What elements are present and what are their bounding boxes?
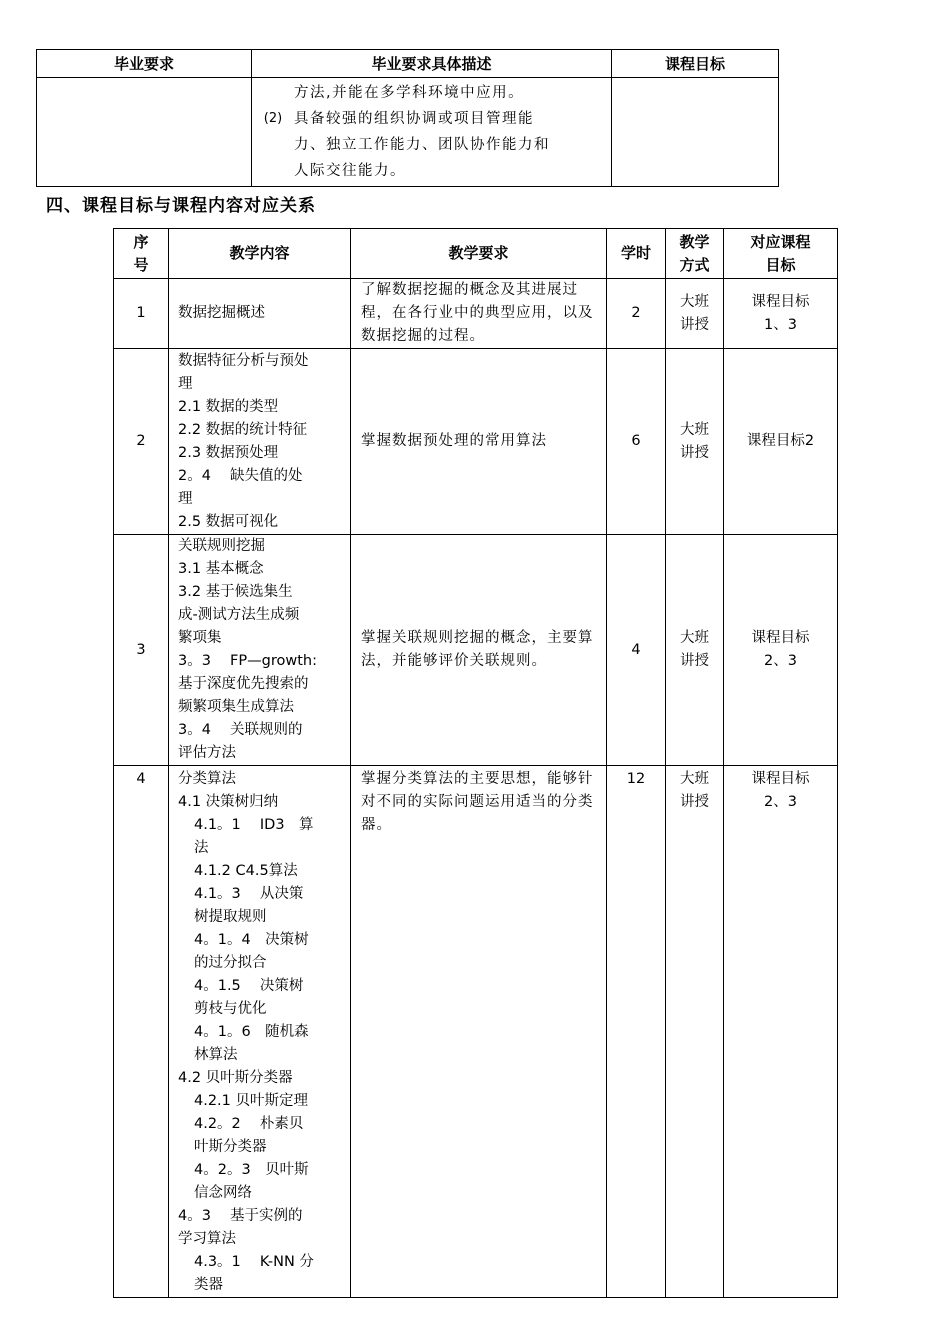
description-line (252, 106, 605, 132)
content-line: 类器 (194, 1277, 223, 1293)
item-number (252, 158, 294, 184)
hours-cell: 12 (607, 766, 666, 1298)
seq-cell: 2 (114, 349, 169, 535)
description-line (252, 132, 605, 158)
header-content: 教学内容 (169, 229, 351, 279)
content-line: 2。4 缺失值的处 (178, 467, 303, 484)
header-requirement-description: 毕业要求具体描述 (252, 50, 612, 78)
content-line: 3。4 关联规则的 (178, 722, 303, 738)
content-line: 关联规则挖掘 (178, 538, 265, 554)
goal-line: 课程目标 (751, 630, 810, 646)
method-line: 大班 (680, 630, 709, 646)
content-cell (169, 535, 351, 766)
header-goal-line: 目标 (765, 255, 796, 274)
content-line: 2.5 数据可视化 (178, 513, 279, 530)
content-line: 4。1。6 随机森 (194, 1024, 309, 1040)
item-number (252, 80, 294, 106)
content-cell (169, 279, 351, 349)
content-line: 频繁项集生成算法 (178, 699, 294, 715)
header-seq-line: 序 (133, 232, 149, 251)
item-number: (2) (263, 111, 283, 126)
header-method-line: 方式 (679, 255, 710, 274)
goal-line: 课程目标2 (746, 433, 815, 449)
content-line: 分类算法 (178, 771, 236, 787)
header-course-goal: 课程目标 (612, 50, 779, 78)
content-cell (169, 766, 351, 1298)
header-requirement: 教学要求 (351, 229, 607, 279)
content-line: 4。1。4 决策树 (194, 932, 309, 948)
content-line: 基于深度优先搜索的 (178, 676, 309, 692)
description-text: 具备较强的组织协调或项目管理能 (294, 111, 534, 127)
method-line: 大班 (680, 771, 709, 787)
content-line: 信念网络 (194, 1185, 252, 1201)
method-cell (666, 535, 724, 766)
table2-header-row (114, 229, 838, 279)
content-line: 繁项集 (178, 630, 222, 646)
header-goal (724, 229, 838, 279)
content-line: 4.1.2 C4.5算法 (194, 863, 298, 879)
content-line: 4。1.5 决策树 (194, 978, 304, 994)
hours-cell: 6 (607, 349, 666, 535)
content-line: 3.2 基于候选集生 (178, 584, 293, 600)
header-goal-line: 对应课程 (750, 232, 811, 251)
content-line: 4.1。1 ID3 算 (194, 817, 314, 833)
content-line: 4.3。1 K-NN 分 (194, 1254, 314, 1270)
content-line: 4.2.1 贝叶斯定理 (194, 1093, 309, 1109)
content-line: 叶斯分类器 (194, 1139, 267, 1155)
table-row (114, 279, 838, 349)
requirement-cell: 掌握关联规则挖掘的概念，主要算法，并能够评价关联规则。 (351, 535, 607, 766)
requirement-description-cell (252, 78, 612, 187)
content-line: 的过分拟合 (194, 955, 267, 971)
content-cell (169, 349, 351, 535)
header-graduation-requirement: 毕业要求 (37, 50, 252, 78)
content-line: 4.2 贝叶斯分类器 (178, 1070, 293, 1086)
table-row (114, 766, 838, 1298)
method-cell (666, 349, 724, 535)
item-number (252, 132, 294, 158)
description-text: 力、独立工作能力、团队协作能力和 (294, 137, 550, 153)
graduation-requirements-table (36, 49, 779, 187)
content-line: 林算法 (194, 1047, 238, 1063)
content-line: 4.2。2 朴素贝 (194, 1116, 304, 1132)
table-row (114, 535, 838, 766)
goal-line: 1、3 (764, 316, 797, 333)
course-content-table (113, 228, 838, 1298)
graduation-requirement-cell (37, 78, 252, 187)
table-row (37, 78, 779, 187)
header-seq-line: 号 (133, 255, 149, 274)
method-cell (666, 766, 724, 1298)
content-line: 法 (194, 840, 209, 856)
content-line: 理 (178, 375, 193, 392)
goal-cell (724, 766, 838, 1298)
course-goal-cell (612, 78, 779, 187)
requirement-cell: 掌握分类算法的主要思想，能够针对不同的实际问题运用适当的分类器。 (351, 766, 607, 1298)
header-hours: 学时 (607, 229, 666, 279)
content-line: 理 (178, 490, 193, 507)
table1-header-row (37, 50, 779, 78)
content-line: 成-测试方法生成频 (178, 607, 300, 623)
method-line: 讲授 (680, 444, 709, 461)
seq-cell: 3 (114, 535, 169, 766)
method-cell (666, 279, 724, 349)
content-line: 评估方法 (178, 745, 236, 761)
goal-line: 课程目标 (751, 771, 810, 787)
section-title: 四、课程目标与课程内容对应关系 (46, 196, 316, 216)
header-seq (114, 229, 169, 279)
goal-cell (724, 349, 838, 535)
goal-line: 课程目标 (751, 293, 810, 310)
method-line: 大班 (680, 421, 709, 438)
goal-cell (724, 535, 838, 766)
content-line: 2.3 数据预处理 (178, 444, 279, 461)
description-text: 方法,并能在多学科环境中应用。 (294, 85, 525, 101)
goal-cell (724, 279, 838, 349)
method-line: 讲授 (680, 316, 709, 333)
content-line: 4。2。3 贝叶斯 (194, 1162, 309, 1178)
hours-cell: 2 (607, 279, 666, 349)
content-line: 树提取规则 (194, 909, 267, 925)
content-line: 4.1。3 从决策 (194, 886, 304, 902)
content-line: 数据特征分析与预处 (178, 352, 309, 369)
method-line: 讲授 (680, 794, 709, 810)
content-line: 3.1 基本概念 (178, 561, 264, 577)
seq-cell: 1 (114, 279, 169, 349)
content-line: 2.2 数据的统计特征 (178, 421, 308, 438)
content-line: 3。3 FP—growth: (178, 653, 317, 669)
table-row (114, 349, 838, 535)
content-line: 4.1 决策树归纳 (178, 794, 279, 810)
seq-cell: 4 (114, 766, 169, 1298)
course-content-body (114, 279, 838, 1298)
content-line: 剪枝与优化 (194, 1001, 267, 1017)
goal-line: 2、3 (764, 794, 797, 810)
content-line: 数据挖掘概述 (178, 305, 265, 321)
requirement-cell: 了解数据挖掘的概念及其进展过程，在各行业中的典型应用，以及数据挖掘的过程。 (351, 279, 607, 349)
goal-line: 2、3 (764, 653, 797, 669)
header-method-line: 教学 (679, 232, 710, 251)
description-line (252, 158, 605, 184)
content-line: 2.1 数据的类型 (178, 398, 279, 415)
requirement-cell: 掌握数据预处理的常用算法 (351, 349, 607, 535)
description-line (252, 80, 605, 106)
method-line: 讲授 (680, 653, 709, 669)
hours-cell: 4 (607, 535, 666, 766)
header-method (666, 229, 724, 279)
content-line: 4。3 基于实例的 (178, 1208, 303, 1224)
content-line: 学习算法 (178, 1231, 236, 1247)
method-line: 大班 (680, 293, 709, 310)
description-text: 人际交往能力。 (294, 163, 406, 179)
